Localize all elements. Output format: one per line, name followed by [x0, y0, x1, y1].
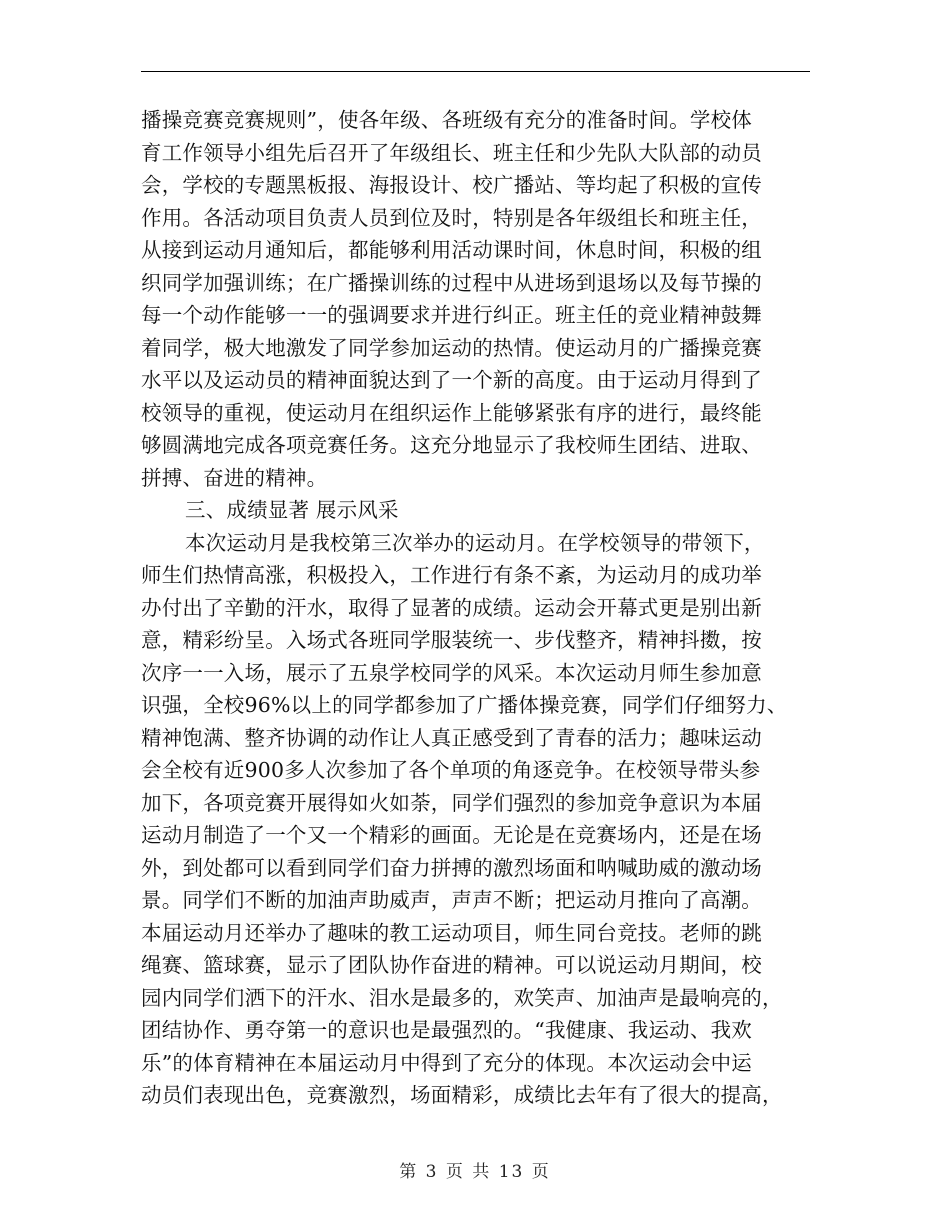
document-body [141, 104, 813, 1112]
text-line: 够圆满地完成各项竞赛任务。这充分地显示了我校师生团结、进取、 [141, 433, 762, 457]
text-line: 从接到运动月通知后，都能够利用活动课时间，休息时间，积极的组 [141, 238, 762, 262]
text-line: 水平以及运动员的精神面貌达到了一个新的高度。由于运动月得到了 [141, 368, 762, 392]
section-heading: 三、成绩显著 展示风采 [185, 498, 399, 522]
text-line: 精神饱满、整齐协调的动作让人真正感受到了青春的活力；趣味运动 [141, 725, 762, 750]
text-line: 意，精彩纷呈。入场式各班同学服装统一、步伐整齐，精神抖擞，按 [141, 628, 762, 652]
text-line: 景。同学们不断的加油声助威声，声声不断；把运动月推向了高潮。 [141, 888, 762, 912]
text-line: 园内同学们洒下的汗水、泪水是最多的，欢笑声、加油声是最响亮的， [141, 985, 783, 1010]
text-line: 师生们热情高涨，积极投入，工作进行有条不紊，为运动月的成功举 [141, 563, 762, 587]
text-line: 会，学校的专题黑板报、海报设计、校广播站、等均起了积极的宣传 [141, 173, 762, 197]
text-line: 外，到处都可以看到同学们奋力拼搏的激烈场面和呐喊助威的激动场 [141, 855, 762, 880]
text-line: 乐”的体育精神在本届运动月中得到了充分的体现。本次运动会中运 [141, 1050, 752, 1075]
text-line: 团结协作、勇夺第一的意识也是最强烈的。“我健康、我运动、我欢 [141, 1018, 752, 1042]
text-line: 加下，各项竞赛开展得如火如荼，同学们强烈的参加竞争意识为本届 [141, 790, 762, 815]
text-line: 会全校有近900多人次参加了各个单项的角逐竞争。在校领导带头参 [141, 758, 761, 782]
text-line: 着同学，极大地激发了同学参加运动的热情。使运动月的广播操竞赛 [141, 335, 762, 360]
text-line: 播操竞赛竞赛规则”，使各年级、各班级有充分的准备时间。学校体 [141, 108, 752, 132]
text-line: 运动月制造了一个又一个精彩的画面。无论是在竞赛场内，还是在场 [141, 823, 762, 847]
text-line: 育工作领导小组先后召开了年级组长、班主任和少先队大队部的动员 [141, 140, 762, 165]
text-line: 办付出了辛勤的汗水，取得了显著的成绩。运动会开幕式更是别出新 [141, 595, 762, 620]
text-line: 织同学加强训练；在广播操训练的过程中从进场到退场以及每节操的 [141, 270, 762, 295]
text-line: 校领导的重视，使运动月在组织运作上能够紧张有序的进行，最终能 [141, 400, 762, 425]
text-line: 作用。各活动项目负责人员到位及时，特别是各年级组长和班主任， [141, 205, 762, 230]
text-line: 识强，全校96%以上的同学都参加了广播体操竞赛，同学们仔细努力、 [141, 693, 788, 717]
text-line: 本届运动月还举办了趣味的教工运动项目，师生同台竞技。老师的跳 [141, 920, 762, 945]
text-line: 次序一一入场，展示了五泉学校同学的风采。本次运动月师生参加意 [141, 660, 762, 685]
page-number: 第 3 页 共 13 页 [399, 1162, 551, 1182]
text-line: 每一个动作能够一一的强调要求并进行纠正。班主任的竞业精神鼓舞 [141, 303, 762, 327]
text-line: 绳赛、篮球赛，显示了团队协作奋进的精神。可以说运动月期间，校 [141, 953, 762, 977]
paragraph-first-line: 本次运动月是我校第三次举办的运动月。在学校领导的带领下， [185, 530, 765, 555]
text-line: 拼搏、奋进的精神。 [141, 465, 328, 490]
header-rule [141, 71, 810, 72]
text-line: 动员们表现出色，竞赛激烈，场面精彩，成绩比去年有了很大的提高， [141, 1083, 783, 1107]
